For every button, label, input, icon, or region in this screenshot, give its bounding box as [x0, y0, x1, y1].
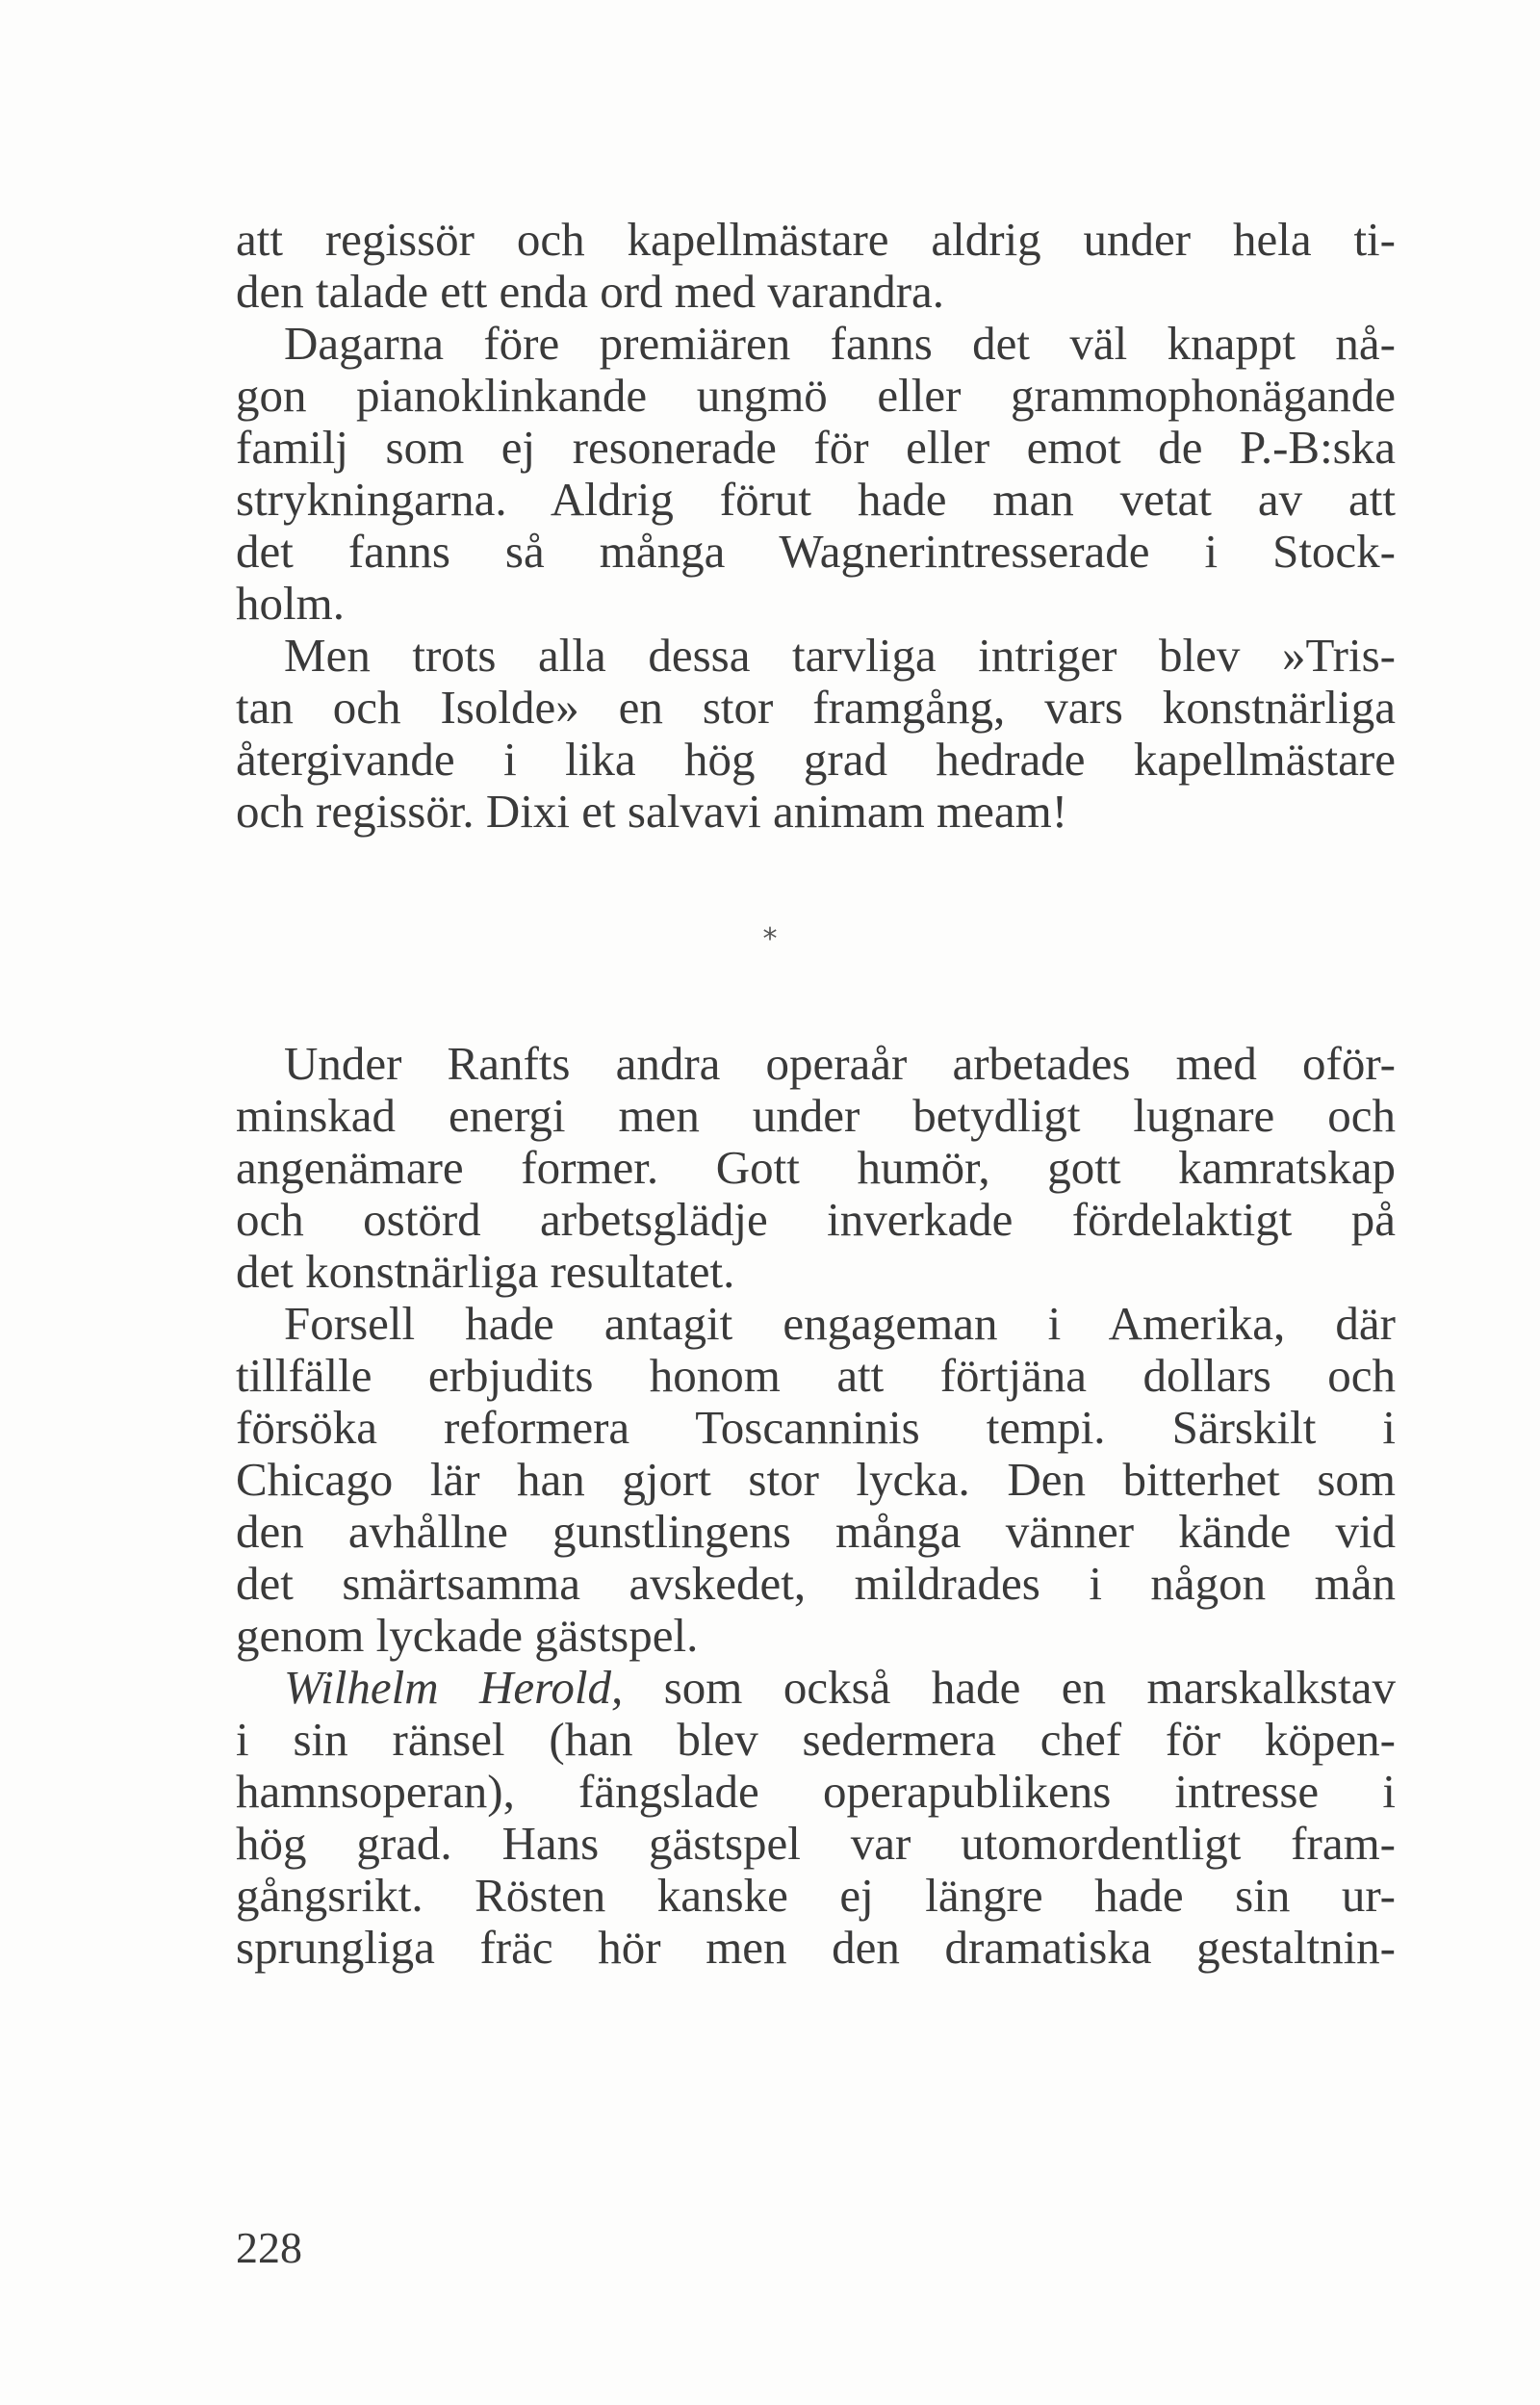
text-line: hög grad. Hans gästspel var utomordentligt fram-	[236, 1817, 1396, 1870]
text-line: och regissör. Dixi et salvavi animam meam!	[236, 785, 1068, 838]
text-line: den talade ett enda ord med varandra.	[236, 265, 945, 318]
text-line: det konstnärliga resultatet.	[236, 1245, 735, 1298]
paragraph-continuation	[236, 214, 1396, 318]
paragraph-premiere	[236, 318, 1396, 630]
text-line: genom lyckade gästspel.	[236, 1609, 699, 1662]
text-line: gon pianoklinkande ungmö eller grammophonägande	[236, 369, 1396, 422]
text-fragment: som också hade en marskalkstav	[623, 1661, 1396, 1714]
text-line: Forsell hade antagit engageman i Amerika, där	[284, 1297, 1396, 1350]
text-line: och ostörd arbetsglädje inverkade fördelaktigt på	[236, 1193, 1396, 1246]
text-line: Under Ranfts andra operaår arbetades med oför-	[284, 1037, 1396, 1090]
paragraph-forsell	[236, 1298, 1396, 1662]
text-line: att regissör och kapellmästare aldrig under hela ti-	[236, 213, 1396, 266]
text-line: tillfälle erbjudits honom att förtjäna dollars och	[236, 1349, 1396, 1402]
text-line: holm.	[236, 577, 345, 630]
text-line: Men trots alla dessa tarvliga intriger blev »Tris-	[284, 629, 1396, 682]
text-line: försöka reformera Toscanninis tempi. Särskilt i	[236, 1401, 1396, 1454]
text-line: gångsrikt. Rösten kanske ej längre hade sin ur-	[236, 1869, 1396, 1922]
paragraph-herold	[236, 1662, 1396, 1974]
text-line: återgivande i lika hög grad hedrade kapellmästare	[236, 733, 1396, 786]
paragraph-ranft	[236, 1038, 1396, 1298]
text-line: det smärtsamma avskedet, mildrades i någon mån	[236, 1557, 1396, 1610]
text-line: familj som ej resonerade för eller emot de P.-B:ska	[236, 421, 1396, 474]
person-name: Wilhelm Herold,	[284, 1661, 624, 1714]
text-line: angenämare former. Gott humör, gott kamratskap	[236, 1141, 1396, 1194]
page-number: 228	[236, 2223, 302, 2272]
section-separator: *	[762, 922, 778, 956]
text-line: Dagarna före premiären fanns det väl knappt nå-	[284, 317, 1396, 370]
text-line: i sin ränsel (han blev sedermera chef för köpen-	[236, 1713, 1396, 1766]
paragraph-tristan	[236, 630, 1396, 838]
text-line: Chicago lär han gjort stor lycka. Den bitterhet som	[236, 1453, 1396, 1506]
text-line: sprungliga fräc hör men den dramatiska gestaltnin-	[236, 1921, 1396, 1974]
text-line: minskad energi men under betydligt lugnare och	[236, 1089, 1396, 1142]
text-line: den avhållne gunstlingens många vänner kände vid	[236, 1505, 1396, 1558]
text-line: strykningarna. Aldrig förut hade man vetat av att	[236, 473, 1396, 526]
text-line: tan och Isolde» en stor framgång, vars konstnärliga	[236, 681, 1396, 734]
text-line	[236, 1662, 1396, 1714]
text-line: hamnsoperan), fängslade operapublikens intresse i	[236, 1765, 1396, 1818]
text-line: det fanns så många Wagnerintresserade i Stock-	[236, 525, 1396, 578]
